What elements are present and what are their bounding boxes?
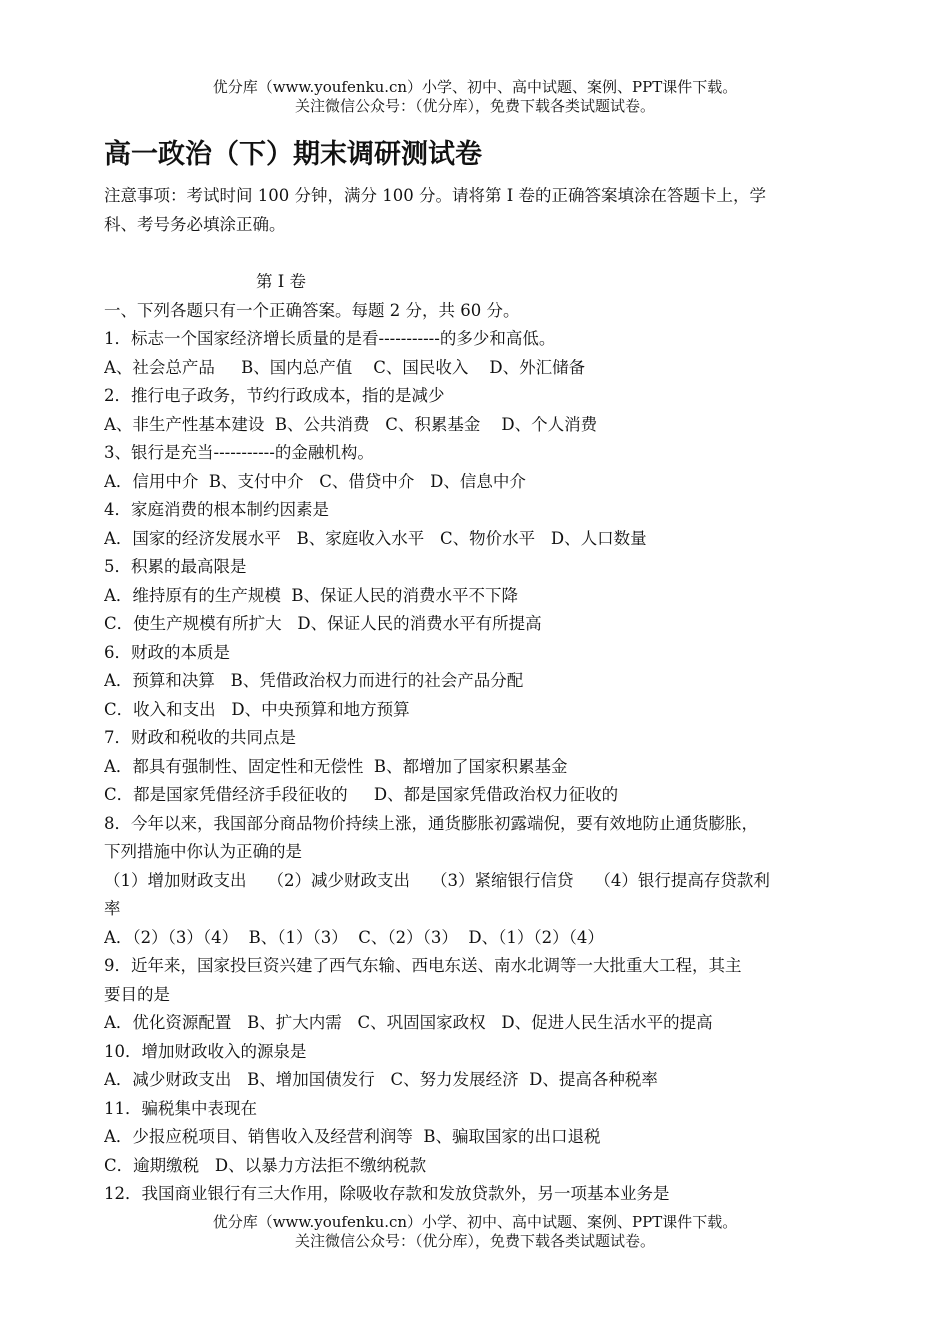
question-line: 要目的是 [104,984,170,1004]
question-line: 2．推行电子政务，节约行政成本，指的是减少 [104,386,445,405]
option-line: A．预算和决算 B、凭借政治权力而进行的社会产品分配 [104,671,524,690]
option-line: A．国家的经济发展水平 B、家庭收入水平 C、物价水平 D、人口数量 [104,528,647,548]
question-line: 9．近年来，国家投巨资兴建了西气东输、西电东送、南水北调等一大批重大工程，其主 [104,956,742,975]
option-line: A、非生产性基本建设 B、公共消费 C、积累基金 D、个人消费 [104,414,598,434]
question-line: 5．积累的最高限是 [104,557,247,576]
question-line: 4．家庭消费的根本制约因素是 [104,500,329,519]
question-line: 6．财政的本质是 [104,642,230,662]
question-line: 1．标志一个国家经济增长质量的是看-----------的多少和高低。 [104,329,556,348]
page-footer [0,1213,950,1251]
question-list [104,325,864,1209]
question-line: 12．我国商业银行有三大作用，除吸收存款和发放贷款外，另一项基本业务是 [104,1184,670,1203]
option-line: C．逾期缴税 D、以暴力方法拒不缴纳税款 [104,1155,427,1175]
option-line: A．信用中介 B、支付中介 C、借贷中介 D、信息中介 [104,471,526,491]
question-line: 3、银行是充当-----------的金融机构。 [104,443,374,462]
notice-line: 科、考号务必填涂正确。 [104,215,286,234]
part-heading: 一、下列各题只有一个正确答案。每题 2 分，共 60 分。 [104,300,520,320]
header-line-2: 关注微信公众号：（优分库），免费下载各类试题试卷。 [294,97,655,115]
statement-line: 率 [104,899,121,918]
footer-line-1: 优分库（www.youfenku.cn）小学、初中、高中试题、案例、PPT课件下载。 [212,1213,738,1231]
option-line: A．减少财政支出 B、增加国债发行 C、努力发展经济 D、提高各种税率 [104,1070,658,1089]
option-line: C．都是国家凭借经济手段征收的 D、都是国家凭借政治权力征收的 [104,785,619,804]
exam-title: 高一政治（下）期末调研测试卷 [104,139,482,170]
blank-line [104,239,864,268]
section-title: 第 I 卷 [256,272,307,291]
question-line: 7．财政和税收的共同点是 [104,728,296,747]
question-line: 8．今年以来，我国部分商品物价持续上涨，通货膨胀初露端倪，要有效地防止通货膨胀， [104,813,758,833]
option-line: A．少报应税项目、销售收入及经营利润等 B、骗取国家的出口退税 [104,1127,601,1146]
question-line: 下列措施中你认为正确的是 [104,842,302,861]
option-line: C．使生产规模有所扩大 D、保证人民的消费水平有所提高 [104,614,542,633]
exam-notice [104,181,864,239]
option-line: A．（2）（3）（4） B、（1）（3） C、（2）（3） D、（1）（2）（4） [104,927,604,947]
option-line: A．优化资源配置 B、扩大内需 C、巩固国家政权 D、促进人民生活水平的提高 [104,1013,713,1032]
page-header [0,78,950,116]
footer-line-2: 关注微信公众号：（优分库），免费下载各类试题试卷。 [294,1232,655,1250]
exam-content [104,136,864,1209]
question-line: 10．增加财政收入的源泉是 [104,1041,307,1061]
option-line: A、社会总产品 B、国内总产值 C、国民收入 D、外汇储备 [104,357,586,377]
header-line-1: 优分库（www.youfenku.cn）小学、初中、高中试题、案例、PPT课件下载。 [212,78,738,96]
notice-line: 注意事项：考试时间 100 分钟，满分 100 分。请将第 I 卷的正确答案填涂在答题卡上，学 [104,186,766,205]
statement-line: （1）增加财政支出 （2）减少财政支出 （3）紧缩银行信贷 （4）银行提高存贷款利 [104,870,770,890]
option-line: A．维持原有的生产规模 B、保证人民的消费水平不下降 [104,585,519,605]
option-line: C．收入和支出 D、中央预算和地方预算 [104,699,410,719]
question-line: 11．骗税集中表现在 [104,1098,257,1118]
option-line: A．都具有强制性、固定性和无偿性 B、都增加了国家积累基金 [104,756,568,776]
